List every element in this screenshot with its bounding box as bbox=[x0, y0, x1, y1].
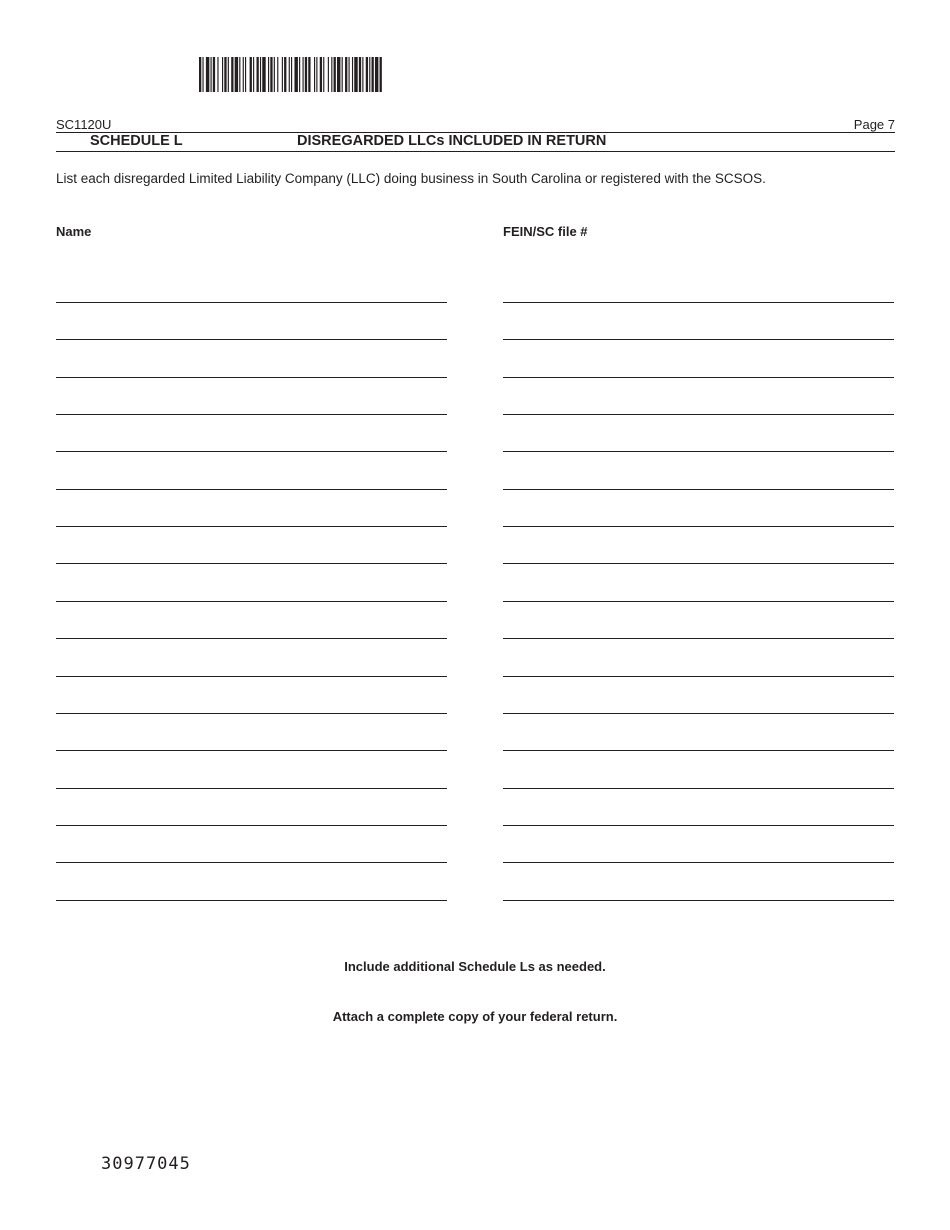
name-entry-line[interactable] bbox=[56, 302, 447, 303]
fein-entry-line[interactable] bbox=[503, 563, 894, 564]
fein-entry-line[interactable] bbox=[503, 302, 894, 303]
fein-entry-line[interactable] bbox=[503, 414, 894, 415]
page-number: Page 7 bbox=[853, 117, 895, 132]
fein-entry-line[interactable] bbox=[503, 862, 894, 863]
schedule-title: SCHEDULE L bbox=[90, 133, 183, 149]
fein-entry-line[interactable] bbox=[503, 377, 894, 378]
name-entry-line[interactable] bbox=[56, 563, 447, 564]
name-entry-line[interactable] bbox=[56, 451, 447, 452]
fein-entry-line[interactable] bbox=[503, 713, 894, 714]
fein-entry-line[interactable] bbox=[503, 339, 894, 340]
name-entry-line[interactable] bbox=[56, 676, 447, 677]
name-entry-line[interactable] bbox=[56, 788, 447, 789]
name-entry-line[interactable] bbox=[56, 900, 447, 901]
fein-entry-line[interactable] bbox=[503, 526, 894, 527]
name-entry-line[interactable] bbox=[56, 862, 447, 863]
name-entry-line[interactable] bbox=[56, 638, 447, 639]
fein-entry-line[interactable] bbox=[503, 788, 894, 789]
name-entry-line[interactable] bbox=[56, 339, 447, 340]
fein-entry-line[interactable] bbox=[503, 900, 894, 901]
document-number: 30977045 bbox=[101, 1154, 191, 1174]
fein-entry-line[interactable] bbox=[503, 750, 894, 751]
name-column-header: Name bbox=[56, 224, 92, 239]
fein-entry-line[interactable] bbox=[503, 676, 894, 677]
fein-entry-line[interactable] bbox=[503, 489, 894, 490]
additional-schedules-note: Include additional Schedule Ls as needed. bbox=[344, 959, 606, 974]
fein-column-header: FEIN/SC file # bbox=[503, 224, 588, 239]
fein-entry-line[interactable] bbox=[503, 638, 894, 639]
fein-entry-line[interactable] bbox=[503, 451, 894, 452]
name-entry-line[interactable] bbox=[56, 489, 447, 490]
form-id: SC1120U bbox=[56, 117, 112, 132]
name-entry-line[interactable] bbox=[56, 825, 447, 826]
name-entry-line[interactable] bbox=[56, 750, 447, 751]
name-entry-line[interactable] bbox=[56, 601, 447, 602]
fein-entry-line[interactable] bbox=[503, 825, 894, 826]
schedule-description: DISREGARDED LLCs INCLUDED IN RETURN bbox=[297, 133, 607, 149]
instructions-text: List each disregarded Limited Liability Company (LLC) doing business in South Carolina or registered with the SCSOS. bbox=[56, 171, 766, 186]
name-entry-line[interactable] bbox=[56, 414, 447, 415]
name-entry-line[interactable] bbox=[56, 713, 447, 714]
name-entry-line[interactable] bbox=[56, 377, 447, 378]
attach-federal-return-note: Attach a complete copy of your federal return. bbox=[332, 1009, 618, 1024]
fein-entry-line[interactable] bbox=[503, 601, 894, 602]
name-entry-line[interactable] bbox=[56, 526, 447, 527]
